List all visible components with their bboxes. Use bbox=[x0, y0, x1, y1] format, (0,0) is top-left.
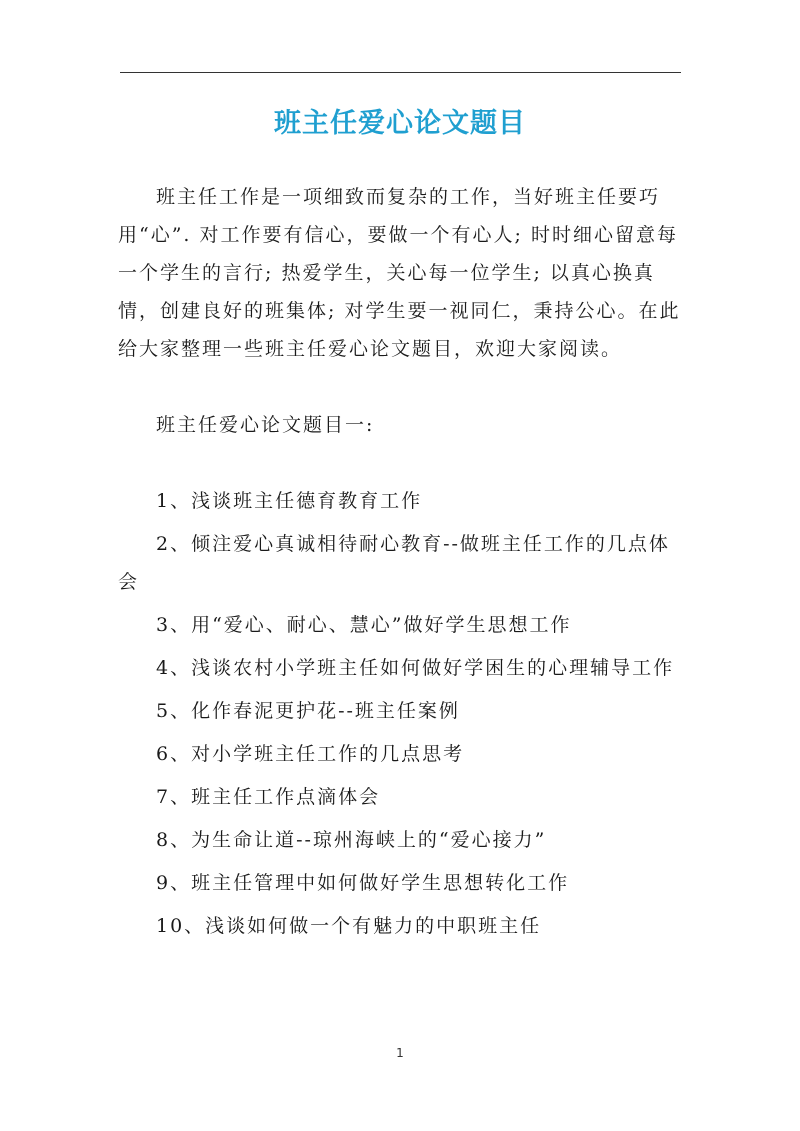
list-item: 4、浅谈农村小学班主任如何做好学困生的心理辅导工作 bbox=[156, 657, 675, 679]
spacer bbox=[118, 368, 684, 406]
intro-paragraph: 班主任工作是一项细致而复杂的工作，当好班主任要巧用“心”. 对工作要有信心，要做一个有心人; 时时细心留意每一个学生的言行; 热爱学生，关心每一位学生; 以真心换真情，创建良好的班集体; 对学生要一视同仁，秉持公心。在此给大家整理一些班主任爱心论文题目，欢迎大家阅读。 bbox=[118, 186, 681, 360]
list-item: 10、浅谈如何做一个有魅力的中职班主任 bbox=[156, 915, 542, 937]
list-item: 7、班主任工作点滴体会 bbox=[156, 786, 381, 808]
list-item: 5、化作春泥更护花--班主任案例 bbox=[156, 700, 460, 722]
spacer bbox=[118, 444, 684, 482]
section-heading: 班主任爱心论文题目一: bbox=[156, 414, 375, 436]
list-item: 1、浅谈班主任德育教育工作 bbox=[156, 490, 423, 512]
document-body bbox=[118, 178, 684, 950]
list-item: 6、对小学班主任工作的几点思考 bbox=[156, 743, 465, 765]
list-item: 3、用“爱心、耐心、慧心”做好学生思想工作 bbox=[156, 614, 572, 636]
list-item: 2、倾注爱心真诚相待耐心教育--做班主任工作的几点体会 bbox=[118, 533, 670, 593]
page-number: 1 bbox=[396, 1046, 404, 1060]
list-item: 8、为生命让道--琼州海峡上的“爱心接力” bbox=[156, 829, 547, 851]
document-title: 班主任爱心论文题目 bbox=[274, 108, 526, 139]
header-rule bbox=[120, 72, 681, 73]
list-item: 9、班主任管理中如何做好学生思想转化工作 bbox=[156, 872, 570, 894]
topic-list bbox=[118, 482, 684, 945]
